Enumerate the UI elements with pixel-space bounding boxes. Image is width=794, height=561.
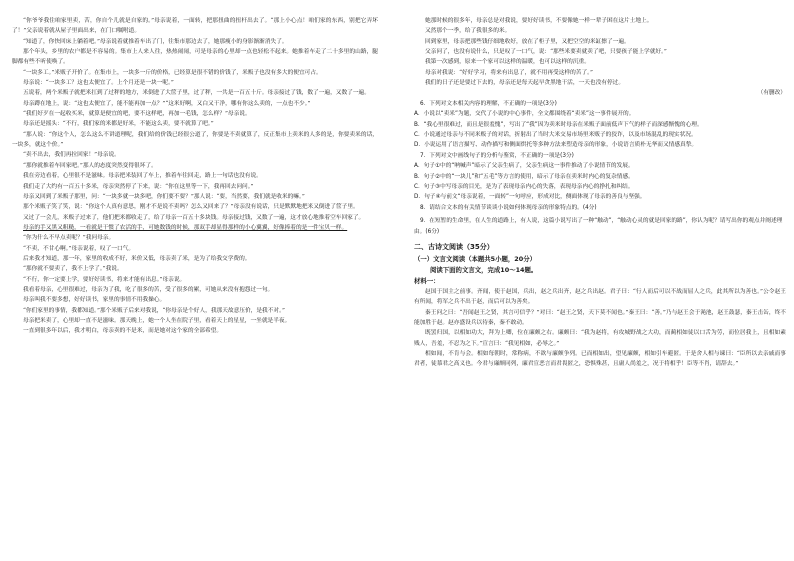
question-7-option-c: C．句子③中写母亲的目光，是为了表现母亲内心的失落，表现母亲内心的挣扎和纠结。 — [414, 184, 634, 190]
reading-instruction: 阅读下面的文言文，完成10～14题。 — [430, 266, 538, 275]
paragraph: “我们好歹在一起收买米，就算是便宜的吧，要不这样吧，再加一毛钱，怎么样？”母亲说。 — [23, 111, 251, 118]
question-6-stem: 6．下列对文本相关内容的理解，不正确的一项是(3分) — [420, 100, 557, 107]
paragraph: 一直到很多年以后，我才明白，母亲卖的不是米，而是她对这个家的全部希望。 — [23, 328, 223, 335]
question-7 — [414, 151, 786, 203]
story-ending — [414, 16, 786, 88]
classical-text — [414, 287, 786, 370]
section-title: 二、古诗文阅读（35分） — [414, 243, 494, 252]
paragraph: 那个米贩子笑了笑，说：“你这个人真有意思，刚才不是说不卖吗？怎么又回来了？”母亲没有说话，只是默默地把米又倒进了筐子里。 — [23, 204, 359, 211]
paragraph: “不行，你一定要上学，要好好读书，将来才能有出息。”母亲说。 — [23, 276, 186, 283]
question-6-option-c: C．小说通过母亲与不同米贩子的对话，折射出了当时大米交易市场里米贩子的狡诈，以及市场混乱的现实状况。 — [414, 131, 697, 138]
paragraph: 我第一次感到，原来一个家可以这样的温暖，也可以这样的沉重。 — [425, 59, 590, 66]
paragraph: “那你就推着车回家吧。”那人的态度突然变得很坏了。 — [23, 162, 157, 169]
question-8: 8．请结合文本的有关情节谈谈小说如何体现母亲的形象特点的。(4分) — [420, 204, 597, 211]
question-7-stem: 7．下列对文中画线句子的分析与鉴赏，不正确的一项是(3分) — [420, 152, 574, 159]
source-note: （有删改） — [757, 90, 786, 97]
paragraph: 母亲的手又黑又粗糙，一看就是干惯了农活的手，可她数钱的时候，那双手却显得那样的小心翼翼，好像捧着的是一件宝贝一样。 — [23, 224, 348, 231]
paragraph: 秦王问之曰：“吾闻赵王之贤，其言可信乎？”对曰：“赵王之贤，天下莫不闻也。”秦王曰：“善。”乃与赵王会于渑池，赵王鼓瑟，秦王击缶，终不能加胜于赵。赵亦盛设兵以待秦，秦不敢动。 — [414, 309, 786, 327]
question-6-option-d: D．小说运用了语言描写、动作描写和侧面烘托等多种方法来塑造母亲的形象，小说语言质朴无华而又情感真挚。 — [414, 142, 698, 149]
paragraph: 回到家里，母亲把那些钱仔细地收好，放在了柜子里，又把空空的米缸擦了一遍。 — [425, 38, 630, 45]
question-6-option-b: B．“我心里很难过，而且是很羞愧”，写出了“我”因为卖米时母亲在米贩子面前低声下气的样子而深感惭愧的心理。 — [414, 121, 703, 128]
paragraph: 母亲对我说：“好好学习，将来有出息了，就不用再受这样的苦了。” — [425, 69, 593, 76]
paragraph: 我在旁边看着，心里很不是滋味。母亲把米装回了车上，推着车往回走，路上一句话也没有说。 — [23, 173, 262, 180]
paragraph: “你爷爷我住咱家里卖，苦，你自个儿就是自家的。”母亲说着，一面转，把那扭曲的扭杆出去了。“那上小心点！咱们家的东西，别把它弄坏了！”父亲说着就从屋子里面出来，在门口嘱咐道。 — [12, 18, 378, 35]
question-7-option-d: D．句子④与前文“母亲说着，一面转”一句呼应，形成对比，侧面体现了母亲的善良与坚强。 — [414, 194, 646, 201]
question-9: 9．在短暂的生命里，在人生的道路上，有人说，这篇小说写出了一种“触动”，“触动心灵的就是回家的路”，你认为呢？请写出你的观点并阐述理由。(6分) — [414, 218, 783, 235]
subsection-title: （一）文言文阅读（本题共5小题，20分） — [414, 255, 536, 264]
paragraph: 母亲蹲在地上，说：“这也太便宜了，能不能再加一点？”“这米好啊，又白又干净，哪有你这么卖的，一点也不少。” — [23, 100, 311, 107]
paragraph: 相如闻，不肯与会。相如每朝时，常称病，不欲与廉颇争列。已而相如出，望见廉颇，相如引车避匿。于是舍人相与谏曰：“臣所以去亲戚而事君者，徒慕君之高义也。今君与廉颇同列，廉君宣恶言而君畏匿之，恐惧殊甚，且庸人尚羞之，况于将相乎！臣等不肖，请辞去。” — [414, 351, 786, 368]
paragraph: 母亲还是摇头：“不行，我们家的米都是好米，不能这么卖，要不就算了吧。” — [23, 121, 214, 128]
paragraph: 母亲叫我不要多想，好好读书，家里的事情不用我操心。 — [23, 297, 166, 304]
paragraph: 她那时候的很多年，母亲总是对我说，要好好读书，不要像她一样一辈子困在这片土地上。 — [425, 18, 653, 24]
paragraph: 赵国于国主之前事。齐闻，使于赵国，兵出，赵之兵出齐，赵之兵出赵。君子曰：“行人而后可以不战而屈人之兵，此其所以为善也。”公令赵王有所闻，将军之兵不出于赵，而后可以为善矣。 — [414, 289, 786, 306]
material-label: 材料一： — [414, 277, 440, 286]
paragraph: 母亲把米卖了，心里却一直不是滋味。那天晚上，她一个人坐在院子里，看着天上的星星，一坐就是半夜。 — [23, 317, 291, 324]
paragraph: 母亲又回到了米贩子那里，问：“一块多就一块多吧，你们要不要？”那人说：“要，当然要，我们就是收米的嘛。” — [23, 193, 305, 200]
paragraph: “知道了，你快回床上躺着吧。”母亲说着就推着车出了门，往集市那边去了，她那瘦小的身影渐渐消失了。 — [23, 38, 288, 45]
question-7-option-b: B．句子②中的“一块儿”和“五毛”等方言的使用，暗示了母亲在卖米时内心的复杂情感。 — [414, 173, 634, 180]
paragraph: 父亲问了，也没有说什么，只是叹了一口气，说：“那些米要卖就卖了吧，只要孩子能上学就好。” — [425, 49, 667, 56]
paragraph: 我看着母亲，心里很难过，母亲为了我，吃了很多的苦，受了很多的累，可她从来没有抱怨过一句。 — [23, 286, 274, 293]
paragraph: 既罢归国，以相如功大，拜为上卿，位在廉颇之右。廉颇曰：“我为赵将，有攻城野战之大功，而蔺相如徒以口舌为劳，而位居我上，且相如素贱人，吾羞，不忍为之下。”宣言曰：“我见相如，必辱之。” — [414, 330, 786, 347]
paragraph: “那你就不要卖了，我不上学了。”我说。 — [23, 266, 123, 273]
paragraph: 又然那个一季，给了我很多的米。 — [425, 28, 511, 35]
question-6 — [414, 99, 786, 151]
right-column — [414, 16, 786, 556]
paragraph: 后来我才知道，那一年，家里的收成不好，米价又低，母亲卖了米，是为了给我交学费的。 — [23, 255, 251, 262]
paragraph: 我们的日子还是要过下去的，母亲还是每天起早贪黑地干活，一天也没有停过。 — [425, 80, 625, 87]
paragraph: “你们家里的事情，我都知道。”那个米贩子后来对我说，“你母亲是个好人，我那天故意压价，是我不对。” — [23, 307, 285, 314]
paragraph: 那个年头，乡里的农户都是不容易的。集市上人来人往，热热闹闹，可是母亲的心里却一点也轻松不起来。她推着车走了二十多里的山路，腿脚都有些不听使唤了。 — [12, 49, 378, 66]
question-7-option-a: A．句子①中的“呐喊声”暗示了父亲生病了，父亲生病这一事件推动了小说情节的发展。 — [414, 163, 634, 170]
paragraph: 又过了一会儿，米贩子过来了，他们把米都收走了，给了母亲一百五十多块钱。母亲接过钱，又数了一遍，这才放心地推着空车回家了。 — [23, 214, 365, 221]
paragraph: “那人说：“你这个人，怎么这么不讲道理呢，我们给的价钱已经很公道了，你要是不卖就算了，反正集市上卖米的人多的是，你要卖米的话，一块多，就这个价。” — [12, 131, 378, 149]
story-text — [12, 16, 378, 337]
paragraph: “你为什么不早点卖呢？”我问母亲。 — [23, 235, 115, 242]
left-column — [12, 16, 378, 556]
paragraph: 五说着，两个米贩子就把米扛到了过秤的地方，米倒进了大筐子里，过了秤，一共是一百五十斤。母亲接过了钱，数了一遍，又数了一遍。 — [23, 90, 370, 97]
paragraph: “一块多工。”米贩子开价了。在集市上，一块多一斤的价格，已经算是很不错的价钱了，米贩子也没有多大的便宜可占。 — [23, 69, 322, 76]
paragraph: 母亲说：“一块多工？这也太便宜了。上个月还是一块一呢。” — [23, 80, 174, 87]
paragraph: “卖不出去，我们再拉回家！”母亲说。 — [23, 152, 120, 159]
paragraph: 我们走了大约有一百五十多米，母亲突然停了下来，说：“你在这里等一下，我再回去问问。” — [23, 183, 254, 190]
question-6-option-a: A．小说以“卖米”为题，交代了小说的中心事件，全文都围绕着“卖米”这一事件展开的。 — [414, 111, 635, 118]
paragraph: “不卖，不甘心啊。”母亲说着，叹了一口气。 — [23, 245, 135, 252]
